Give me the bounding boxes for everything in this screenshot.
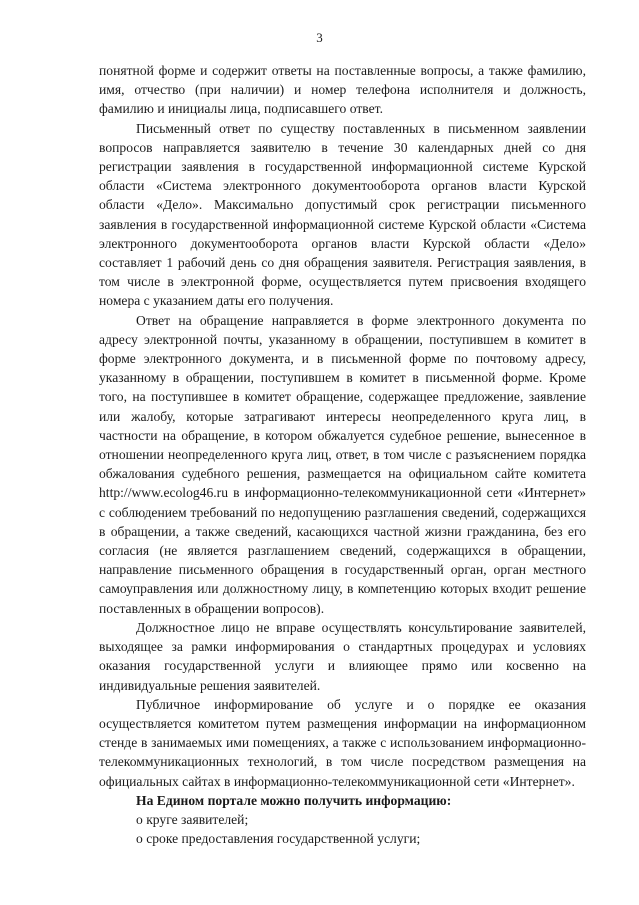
paragraph-official-restriction: Должностное лицо не вправе осуществлять консультирование заявителей, выходящее за рамки информирования о стандартных процедурах и условиях оказания государственной услуги и влияющее прямо или косвенно на индивидуальные решения заявителей. <box>99 619 586 693</box>
document-body <box>99 61 586 848</box>
list-item: о круге заявителей; <box>136 811 249 827</box>
portal-info-heading: На Едином портале можно получить информацию: <box>136 792 452 808</box>
paragraph-written-answer: Письменный ответ по существу поставленных в письменном заявлении вопросов направляется заявителю в течение 30 календарных дней со дня регистрации заявления в государственной информационной системе Курской области «Система электронного документооборота органов власти Курской области «Дело». Максимально допустимый срок регистрации письменного заявления в государственной информационной системе Курской области «Система электронного документооборота органов власти Курской области «Дело» составляет 1 рабочий день со дня обращения заявителя. Регистрация заявления, в том числе в электронной форме, осуществляется путем присвоения входящего номера с указанием даты его получения. <box>99 120 586 309</box>
paragraph-public-informing: Публичное информирование об услуге и о порядке ее оказания осуществляется комитетом путем размещения информации на информационном стенде в занимаемых ими помещениях, а также с использованием информационно-телекоммуникационных технологий, в том числе посредством размещения на официальных сайтах в информационно-телекоммуникационной сети «Интернет». <box>99 696 586 789</box>
paragraph-electronic-answer: Ответ на обращение направляется в форме электронного документа по адресу электронной почты, указанному в обращении, поступившем в комитет в форме электронного документа, и в письменной форме по почтовому адресу, указанному в обращении, поступившем в комитет в письменной форме. Кроме того, на поступившее в комитет обращение, содержащее предложение, заявление или жалобу, которые затрагивают интересы неопределенного круга лиц, в частности на обращение, в котором обжалуется судебное решение, вынесенное в отношении неопределенного круга лиц, ответ, в том числе с разъяснением порядка обжалования судебного решения, размещается на официальном сайте комитета http://www.ecolog46.ru в информационно-телекоммуникационной сети «Интернет» с соблюдением требований по недопущению разглашения сведений, содержащихся в обращении, а также сведений, касающихся частной жизни гражданина, без его согласия (не является разглашением сведений, содержащихся в обращении, направление письменного обращения в государственный орган, орган местного самоуправления или должностному лицу, в компетенцию которых входит решение поставленных в обращении вопросов). <box>99 312 586 616</box>
paragraph-continuation: понятной форме и содержит ответы на поставленные вопросы, а также фамилию, имя, отчество (при наличии) и номер телефона исполнителя и должность, фамилию и инициалы лица, подписавшего ответ. <box>99 63 586 117</box>
list-item: о сроке предоставления государственной услуги; <box>136 831 421 847</box>
page-number: 3 <box>316 30 323 45</box>
